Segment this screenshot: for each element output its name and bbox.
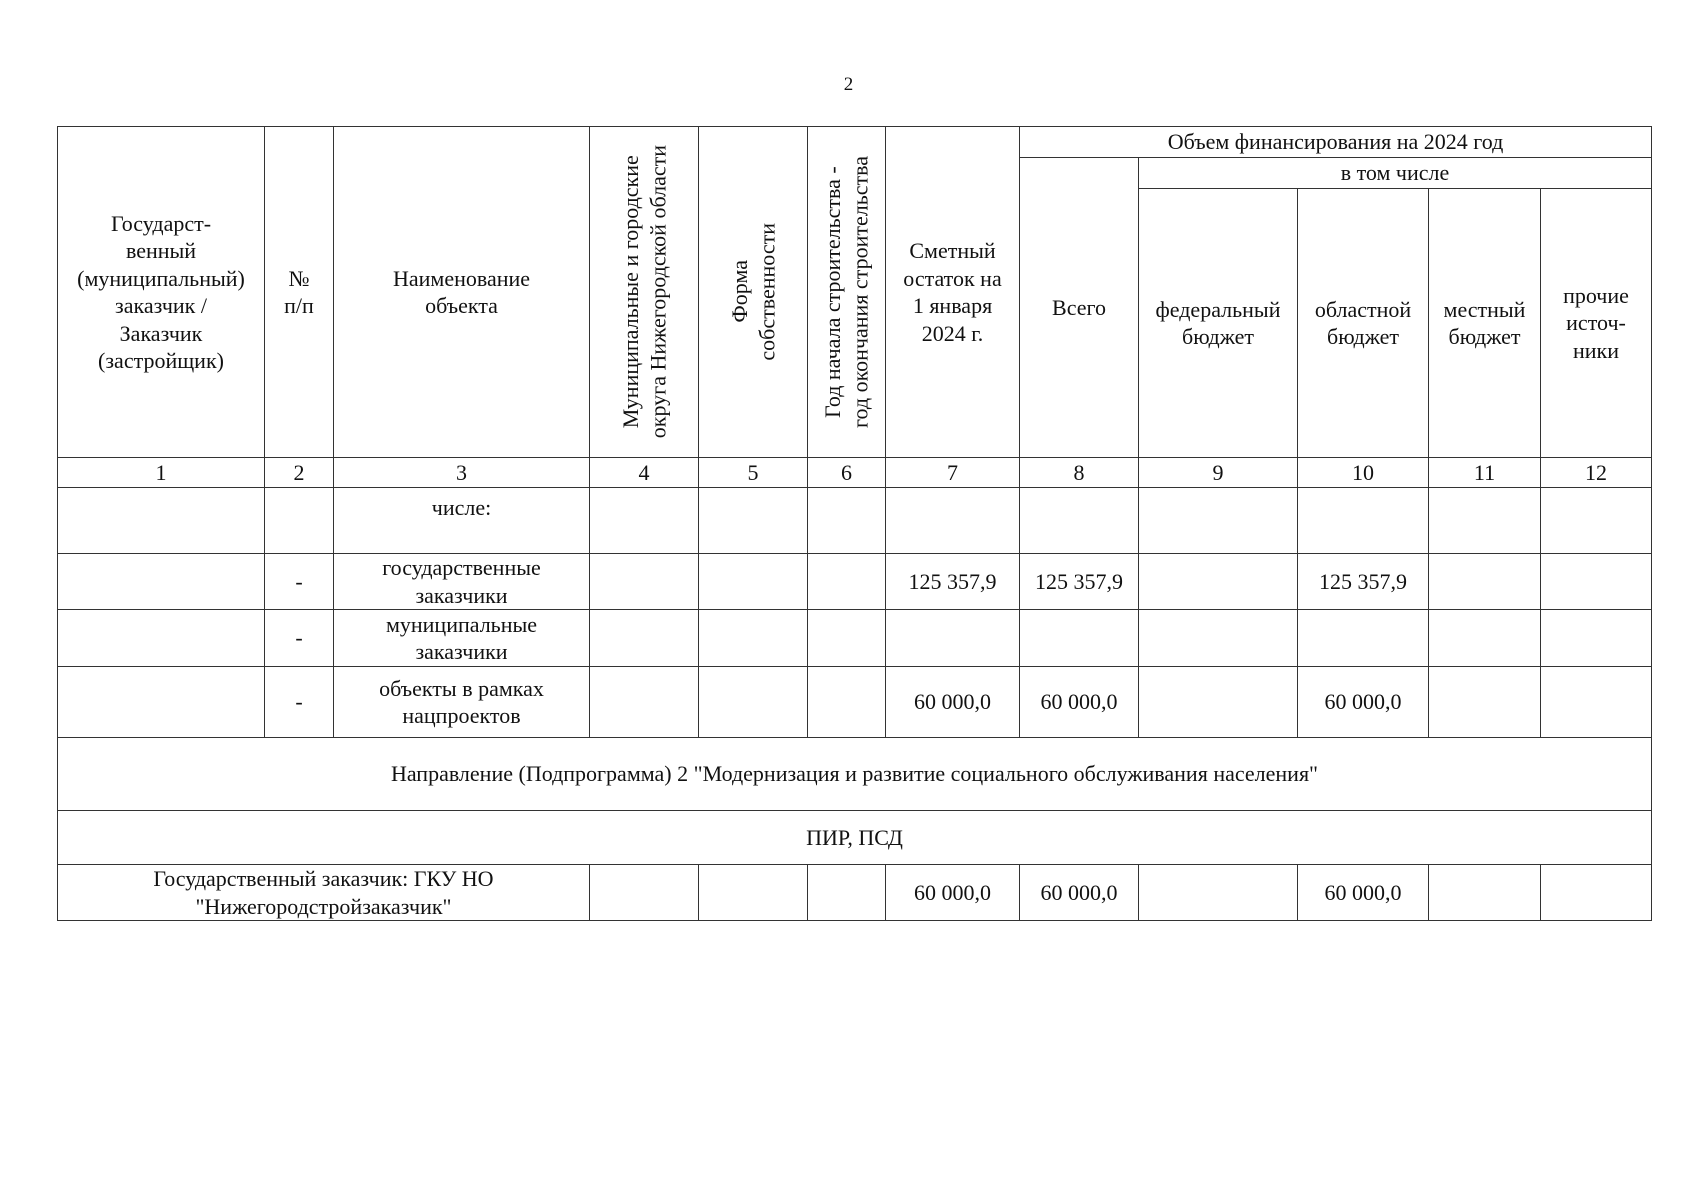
header-total: Всего <box>1020 158 1139 458</box>
header-estimated-balance: Сметный остаток на 1 января 2024 г. <box>886 127 1020 458</box>
column-number: 11 <box>1429 458 1541 488</box>
table-row <box>58 488 1652 554</box>
cell-years <box>808 488 886 554</box>
cell-other <box>1541 554 1652 610</box>
column-number: 5 <box>699 458 808 488</box>
cell-total <box>1020 488 1139 554</box>
cell-regional: 60 000,0 <box>1298 667 1429 738</box>
table-row <box>58 610 1652 667</box>
financing-table <box>57 126 1652 921</box>
header-construction-years-cell <box>808 127 886 458</box>
cell-estimated-balance: 60 000,0 <box>886 865 1020 921</box>
customer-label: Государственный заказчик: ГКУ НО "Нижегородстройзаказчик" <box>58 865 590 921</box>
header-number: № п/п <box>265 127 334 458</box>
cell-other <box>1541 610 1652 667</box>
cell-object-name: муниципальные заказчики <box>334 610 590 667</box>
cell-federal <box>1139 865 1298 921</box>
cell-other <box>1541 865 1652 921</box>
header-other-sources: прочие источ- ники <box>1541 189 1652 458</box>
cell-number: - <box>265 667 334 738</box>
cell-object-name: объекты в рамках нацпроектов <box>334 667 590 738</box>
cell-customer <box>58 488 265 554</box>
column-number: 3 <box>334 458 590 488</box>
cell-estimated-balance: 60 000,0 <box>886 667 1020 738</box>
cell-number: - <box>265 610 334 667</box>
table-row <box>58 554 1652 610</box>
cell-federal <box>1139 610 1298 667</box>
cell-municipality <box>590 667 699 738</box>
header-funding-title: Объем финансирования на 2024 год <box>1020 127 1652 158</box>
cell-total: 60 000,0 <box>1020 865 1139 921</box>
header-federal-budget: федеральный бюджет <box>1139 189 1298 458</box>
cell-regional <box>1298 488 1429 554</box>
cell-ownership <box>699 554 808 610</box>
cell-federal <box>1139 667 1298 738</box>
header-ownership-cell <box>699 127 808 458</box>
cell-federal <box>1139 488 1298 554</box>
cell-number: - <box>265 554 334 610</box>
header-regional-budget: областной бюджет <box>1298 189 1429 458</box>
cell-customer <box>58 554 265 610</box>
header-municipalities: Муниципальные и городские округа Нижегородской области <box>617 145 670 439</box>
cell-local <box>1429 488 1541 554</box>
column-number: 8 <box>1020 458 1139 488</box>
header-ownership: Форма собственности <box>726 223 779 361</box>
cell-regional <box>1298 610 1429 667</box>
cell-regional: 125 357,9 <box>1298 554 1429 610</box>
cell-federal <box>1139 554 1298 610</box>
section-pir-title: ПИР, ПСД <box>58 811 1652 865</box>
header-customer: Государст- венный (муниципальный) заказчик / Заказчик (застройщик) <box>58 127 265 458</box>
cell-object-name: числе: <box>334 488 590 554</box>
cell-ownership <box>699 865 808 921</box>
page-number: 2 <box>843 74 854 95</box>
header-construction-years: Год начала строительства - год окончания строительства <box>820 156 873 428</box>
column-number: 6 <box>808 458 886 488</box>
column-number: 1 <box>58 458 265 488</box>
cell-years <box>808 865 886 921</box>
column-number: 12 <box>1541 458 1652 488</box>
column-numbers-row <box>58 458 1652 488</box>
cell-local <box>1429 554 1541 610</box>
cell-ownership <box>699 610 808 667</box>
header-municipalities-cell <box>590 127 699 458</box>
header-object-name: Наименование объекта <box>334 127 590 458</box>
column-number: 10 <box>1298 458 1429 488</box>
cell-total: 125 357,9 <box>1020 554 1139 610</box>
cell-regional: 60 000,0 <box>1298 865 1429 921</box>
section-row <box>58 738 1652 811</box>
cell-customer <box>58 610 265 667</box>
cell-years <box>808 554 886 610</box>
column-number: 7 <box>886 458 1020 488</box>
cell-ownership <box>699 667 808 738</box>
cell-municipality <box>590 488 699 554</box>
cell-estimated-balance <box>886 610 1020 667</box>
cell-years <box>808 667 886 738</box>
cell-total: 60 000,0 <box>1020 667 1139 738</box>
column-number: 4 <box>590 458 699 488</box>
cell-customer <box>58 667 265 738</box>
cell-years <box>808 610 886 667</box>
cell-ownership <box>699 488 808 554</box>
section-row <box>58 811 1652 865</box>
cell-local <box>1429 610 1541 667</box>
cell-municipality <box>590 865 699 921</box>
cell-other <box>1541 667 1652 738</box>
customer-row <box>58 865 1652 921</box>
section-direction-title: Направление (Подпрограмма) 2 "Модернизация и развитие социального обслуживания населения" <box>58 738 1652 811</box>
header-local-budget: местный бюджет <box>1429 189 1541 458</box>
cell-local <box>1429 667 1541 738</box>
cell-municipality <box>590 554 699 610</box>
header-including: в том числе <box>1139 158 1652 189</box>
cell-municipality <box>590 610 699 667</box>
column-number: 2 <box>265 458 334 488</box>
cell-local <box>1429 865 1541 921</box>
cell-number <box>265 488 334 554</box>
cell-object-name: государственные заказчики <box>334 554 590 610</box>
column-number: 9 <box>1139 458 1298 488</box>
cell-other <box>1541 488 1652 554</box>
cell-total <box>1020 610 1139 667</box>
table-row <box>58 667 1652 738</box>
cell-estimated-balance: 125 357,9 <box>886 554 1020 610</box>
cell-estimated-balance <box>886 488 1020 554</box>
header-row-1 <box>58 127 1652 158</box>
